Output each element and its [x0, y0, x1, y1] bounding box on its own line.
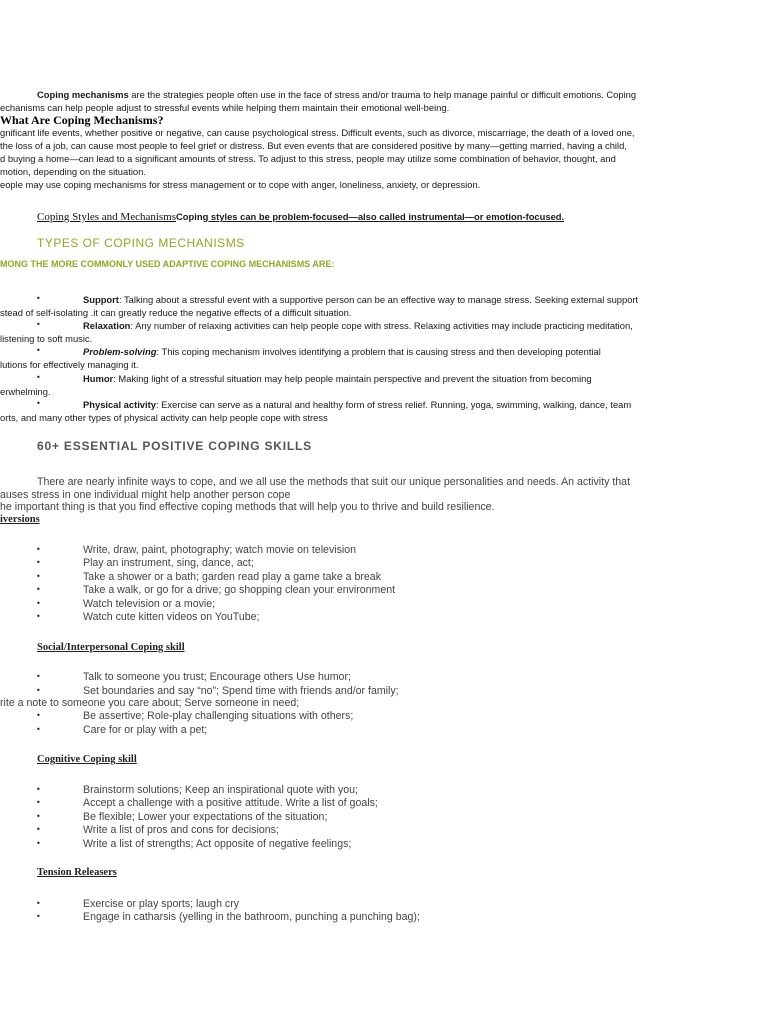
list-item: Set boundaries and say “no”; Spend time with friends and/or family;: [83, 685, 399, 697]
bullet: •: [36, 711, 41, 720]
bullet: •: [36, 346, 41, 355]
bullet: •: [36, 812, 41, 821]
mechanism-support-wrap: stead of self-isolating .it can greatly reduce the negative effects of a difficult situation.: [0, 307, 352, 318]
mechanism-relaxation: Relaxation: Any number of relaxing activities can help people cope with stress. Relaxing activities may include practicing meditation,: [83, 320, 633, 331]
list-item: Be assertive; Role-play challenging situations with others;: [83, 710, 354, 722]
cognitive-heading: Cognitive Coping skill: [37, 754, 137, 765]
list-item: Accept a challenge with a positive attitude. Write a list of goals;: [83, 797, 378, 809]
bullet: •: [36, 599, 41, 608]
mechanism-physical-activity-wrap: orts, and many other types of physical activity can help people cope with stress: [0, 412, 328, 423]
bullet: •: [36, 785, 41, 794]
list-item: Care for or play with a pet;: [83, 724, 208, 736]
skills-intro-1: There are nearly infinite ways to cope, and we all use the methods that suit our unique personalities and needs. An activity that: [37, 476, 631, 488]
bullet: •: [36, 686, 41, 695]
diversions-heading: iversions: [0, 514, 40, 525]
skills-intro-2: auses stress in one individual might help another person cope: [0, 489, 291, 501]
bullet: •: [36, 899, 41, 908]
mechanism-relaxation-wrap: listening to soft music.: [0, 333, 93, 344]
list-item: Write, draw, paint, photography; watch movie on television: [83, 544, 357, 556]
list-item: Brainstorm solutions; Keep an inspirational quote with you;: [83, 784, 359, 796]
bullet: •: [36, 545, 41, 554]
bullet: •: [36, 798, 41, 807]
among-heading: MONG THE MORE COMMONLY USED ADAPTIVE COPING MECHANISMS ARE:: [0, 259, 335, 269]
mechanism-humor: Humor: Making light of a stressful situation may help people maintain perspective and prevent the situation from becoming: [83, 373, 592, 384]
what-line-5: eople may use coping mechanisms for stress management or to cope with anger, loneliness, anxiety, or depression.: [0, 179, 481, 190]
list-item: Take a shower or a bath; garden read play a game take a break: [83, 571, 381, 583]
styles-rest: styles can be problem-focused—also called instrumental—or emotion-focused.: [208, 211, 565, 222]
what-line-1: gnificant life events, whether positive or negative, can cause psychological stress. Difficult events, such as divorce, miscarriage, the death of a loved one,: [0, 127, 635, 138]
list-item: Engage in catharsis (yelling in the bathroom, punching a punching bag);: [83, 911, 420, 923]
what-line-4: motion, depending on the situation.: [0, 166, 146, 177]
what-heading: What Are Coping Mechanisms?: [0, 113, 164, 127]
bullet: •: [36, 839, 41, 848]
bullet: •: [36, 320, 41, 329]
intro-line-2: echanisms can help people adjust to stressful events while helping them maintain their emotional well-being.: [0, 102, 450, 113]
bullet: •: [36, 373, 41, 382]
what-line-3: d buying a home—can lead to a significant amounts of stress. To adjust to this stress, people may utilize some combination of behavior, thought, and: [0, 153, 616, 164]
skills-heading: 60+ ESSENTIAL POSITIVE COPING SKILLS: [37, 439, 312, 453]
styles-heading: Coping Styles and Mechanisms: [37, 211, 177, 223]
intro-line-1: Coping mechanisms are the strategies people often use in the face of stress and/or trauma to help manage painful or difficult emotions. Coping: [37, 89, 637, 100]
skills-intro-3: he important thing is that you find effective coping methods that will help you to thrive and build resilience.: [0, 501, 495, 513]
list-item: Be flexible; Lower your expectations of the situation;: [83, 811, 328, 823]
list-item: Play an instrument, sing, dance, act;: [83, 557, 254, 569]
styles-word: Coping: [176, 211, 209, 222]
bullet: •: [36, 825, 41, 834]
bullet: •: [36, 558, 41, 567]
list-item: Write a list of pros and cons for decisions;: [83, 824, 279, 836]
mechanism-physical-activity: Physical activity: Exercise can serve as a natural and healthy form of stress relief. Running, yoga, swimming, walking, dance, team: [83, 399, 632, 410]
bullet: •: [36, 612, 41, 621]
bullet: •: [36, 399, 41, 408]
list-item: Exercise or play sports; laugh cry: [83, 898, 240, 910]
what-line-2: the loss of a job, can cause most people to feel grief or distress. But even events that are considered positive by many—getting married, having a child,: [0, 140, 627, 151]
list-item: Write a list of strengths; Act opposite of negative feelings;: [83, 838, 352, 850]
bullet: •: [36, 585, 41, 594]
list-item: Take a walk, or go for a drive; go shopping clean your environment: [83, 584, 396, 596]
list-item: Talk to someone you trust; Encourage others Use humor;: [83, 671, 351, 683]
types-heading: TYPES OF COPING MECHANISMS: [37, 236, 245, 250]
bullet: •: [36, 672, 41, 681]
bullet: •: [36, 572, 41, 581]
bullet: •: [36, 294, 41, 303]
list-item: Watch television or a movie;: [83, 598, 216, 610]
mechanism-humor-wrap: erwhelming.: [0, 386, 51, 397]
styles-line: [37, 207, 564, 225]
bullet: •: [36, 725, 41, 734]
tension-heading: Tension Releasers: [37, 867, 117, 878]
list-item: Watch cute kitten videos on YouTube;: [83, 611, 260, 623]
mechanism-support: Support: Talking about a stressful event with a supportive person can be an effective way to manage stress. Seeking external support: [83, 294, 639, 305]
social-heading: Social/Interpersonal Coping skill: [37, 642, 185, 653]
mechanism-problem-solving-wrap: lutions for effectively managing it.: [0, 359, 139, 370]
intro-term: Coping mechanisms: [37, 89, 129, 100]
bullet: •: [36, 912, 41, 921]
list-item-wrap: rite a note to someone you care about; Serve someone in need;: [0, 697, 300, 709]
mechanism-problem-solving: Problem-solving: This coping mechanism involves identifying a problem that is causing stress and then developing potential: [83, 346, 601, 357]
